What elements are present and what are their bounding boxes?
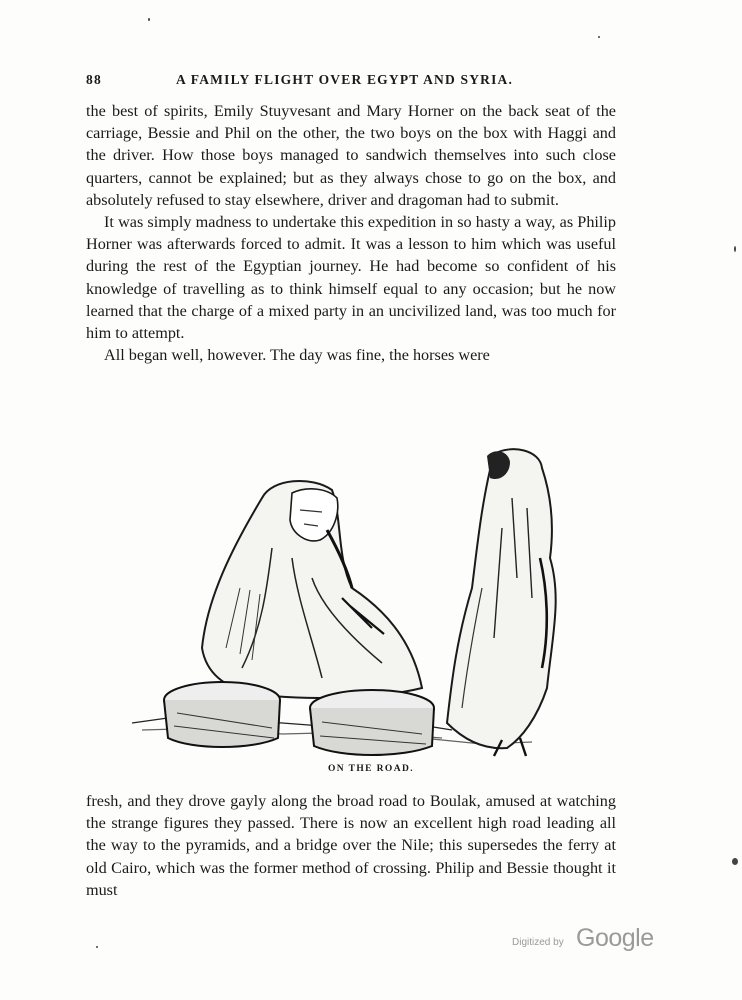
page-speck xyxy=(732,858,738,865)
body-text-top xyxy=(86,100,616,366)
paragraph: All began well, however. The day was fine, the horses were xyxy=(104,346,490,365)
road-illustration xyxy=(122,438,592,768)
watermark-prefix: Digitized by xyxy=(512,937,564,948)
seated-figure xyxy=(202,481,422,698)
page-speck xyxy=(96,946,98,948)
illustration-caption: ON THE ROAD. xyxy=(327,764,415,774)
digitized-watermark xyxy=(512,924,672,954)
running-head xyxy=(86,72,626,94)
basket-left xyxy=(164,682,280,747)
watermark-brand: Google xyxy=(576,924,654,952)
standing-figure xyxy=(447,449,556,756)
page-speck xyxy=(734,246,736,252)
page-speck xyxy=(148,18,150,21)
running-title: A FAMILY FLIGHT OVER EGYPT AND SYRIA. xyxy=(176,72,514,87)
paragraph: the best of spirits, Emily Stuyvesant and Mary Horner on the back seat of the carriage, Bessie and Phil on the other, the two boys on the box with Haggi and the driver. How those boys managed to sandwich themselves into such close quarters, cannot be explained; but as they always chose to go on the box, and absolutely refused to stay elsewhere, driver and dragoman had to submit. xyxy=(86,102,616,209)
paragraph: It was simply madness to undertake this expedition in so hasty a way, as Philip Horner was afterwards forced to admit. It was a lesson to him which was useful during the rest of the Egyptian journey. He had become so confident of his knowledge of travelling as to think himself equal to any occasion; but he now learned that the charge of a mixed party in an uncivilized land, was too much for him to attempt. xyxy=(86,213,616,343)
page-number: 88 xyxy=(86,72,102,87)
basket-right xyxy=(310,690,434,755)
paragraph: fresh, and they drove gayly along the broad road to Boulak, amused at watching the strange figures they passed. There is now an excellent high road leading all the way to the pyramids, and a bridge over the Nile; this supersedes the ferry at old Cairo, which was the former method of crossing. Philip and Bessie thought it must xyxy=(86,792,616,899)
page-speck xyxy=(598,36,600,38)
body-text-bottom xyxy=(86,790,616,901)
